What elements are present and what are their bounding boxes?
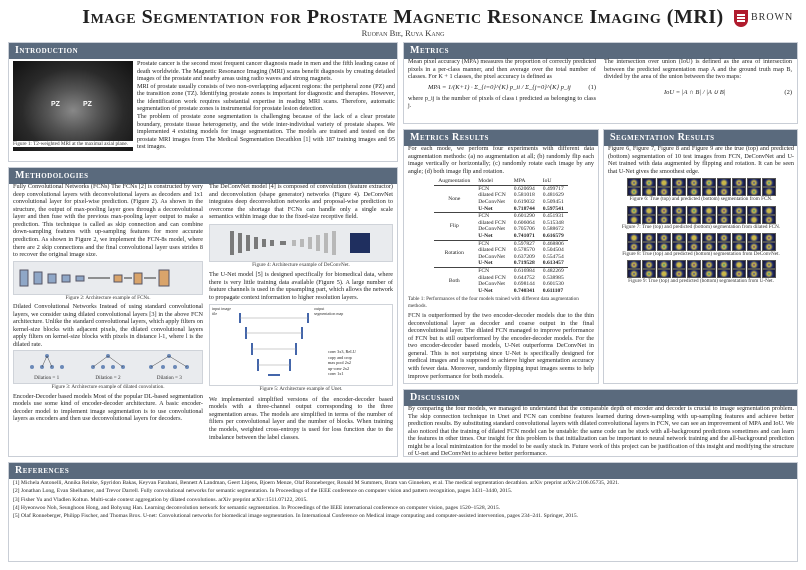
model-cell: U-Net	[478, 287, 493, 294]
shield-icon	[734, 10, 748, 27]
segmentation-thumbnail	[627, 206, 641, 215]
metric-cell: 0.597827	[510, 240, 539, 247]
model-cell: U-Net	[478, 205, 493, 212]
metric-cell: 0.499717	[542, 185, 564, 192]
segmentation-thumbnail	[642, 233, 656, 242]
segmentation-thumbnail	[657, 242, 671, 251]
model-cell: dilated FCN	[478, 274, 506, 281]
segmentation-thumbnail	[747, 215, 761, 224]
implementation-paragraph: We implemented simplified versions of the encoder-decoder based models with a three-channel output corresponding to the three segmentation areas. The models are simplified in terms of the number of filters per convolutional layer and the number of blocks. When training the models, weighted cross-entropy is used for loss function due to the imbalance between the label classes.	[209, 395, 393, 441]
segmentation-thumbnail	[732, 206, 746, 215]
segmentation-thumbnail	[762, 187, 776, 196]
metric-cell: 0.601530	[542, 281, 564, 288]
metric-cell: 0.578570	[513, 247, 535, 254]
segmentation-thumbnail	[762, 178, 776, 187]
figure-caption: Figure 8: True (top) and predicted (bottom) segmentation from DeConvNet.	[622, 250, 780, 257]
brown-logo	[734, 8, 794, 36]
reference-item: [1] Michela Antonelli, Annika Reinke, Spyridon Bakas, Keyvan Farahani, Bennett A Landman, Geert Litjens, Bjoern Menze, Olaf Ronneberger, Ronald M Summers, Bram van Ginneken, et al. The medical segmentation decathlon. arXiv preprint arXiv:2106.05735, 2021.	[13, 480, 620, 486]
legend-item: conv 1x1	[328, 371, 344, 377]
segmentation-thumbnail	[672, 187, 686, 196]
segmentation-thumbnail	[672, 233, 686, 242]
unet-input-label: input image tile	[212, 306, 231, 317]
metric-cell: 0.740341	[513, 287, 535, 294]
segmentation-thumbnail	[627, 260, 641, 269]
metric-cell: 0.616579	[542, 233, 564, 239]
segmentation-intro: Figure 6, Figure 7, Figure 8 and Figure 9 are the true (top) and predicted (bottom) segmentation of 10 test images from FCN, DeConvNet and U-Net trained with data augmented by flipping and rotation. It can be seen that U-Net gives the smoothest edge.	[608, 145, 794, 175]
segmentation-thumbnail	[702, 206, 716, 215]
intro-paragraph: The problem of prostate zone segmentation is challenging because of the lack of a clear prostate boundary, prostate tissue heterogeneity, and the wide inter-individual variety of prostate shapes. We implemented 4 existing models for image segmentation. The models are trained and tested on the prostate MRI images from The Medical Segmentation Decathlon [1] with 187 training images and 95 test images.	[137, 112, 395, 151]
metrics-results-section	[403, 129, 599, 384]
segmentation-thumbnail	[717, 206, 731, 215]
mpa-after: where p_ij is the number of pixels of class i predicted as belonging to class j.	[408, 94, 596, 110]
table-1-caption: Table 1: Performances of the four models trained with different data augmentation methods.	[408, 296, 579, 309]
segmentation-thumbnail	[672, 215, 686, 224]
figure-5-caption: Figure 5: Architecture example of Unet.	[259, 386, 343, 393]
segmentation-thumbnail	[747, 233, 761, 242]
metric-cell: 0.619032	[513, 199, 535, 206]
segmentation-thumbnail	[672, 269, 686, 278]
figure-caption: Figure 6: True (top) and predicted (bottom) segmentation from FCN.	[629, 196, 773, 203]
segmentation-thumbnail	[717, 187, 731, 196]
segmentation-thumbnail	[627, 233, 641, 242]
segmentation-thumbnail	[762, 260, 776, 269]
segmentation-thumbnail	[717, 215, 731, 224]
segmentation-thumbnail	[627, 215, 641, 224]
segmentation-thumbnail	[732, 233, 746, 242]
metric-cell: 0.515348	[542, 219, 564, 226]
metric-cell: 0.509451	[542, 199, 564, 206]
metric-cell: 0.597541	[542, 205, 564, 212]
metric-cell: 0.718744	[513, 205, 535, 212]
segmentation-thumbnail	[747, 269, 761, 278]
segmentation-thumbnail	[642, 178, 656, 187]
segmentation-thumbnail	[642, 269, 656, 278]
segmentation-thumbnail	[717, 242, 731, 251]
segmentation-thumbnail	[717, 178, 731, 187]
segmentation-thumbnail	[672, 242, 686, 251]
dilation-label: Dilation = 3	[156, 375, 182, 381]
legend-item: max pool 2x2	[328, 360, 352, 366]
model-cell: FCN	[474, 240, 510, 247]
model-cell: dilated FCN	[478, 219, 506, 226]
segmentation-thumbnail	[627, 178, 641, 187]
model-cell: U-Net	[478, 233, 493, 239]
model-cell: DeConvNet	[478, 253, 505, 260]
legend-item: conv 3x3, ReLU	[328, 349, 356, 355]
metric-cell: 0.481629	[542, 192, 564, 199]
mpa-paragraph: Mean pixel accuracy (MPA) measures the proportion of correctly predicted pixels in a per-class manner, and then average over the total number of classes. For K + 1 classes, the pixel accuracy is defined as	[408, 58, 596, 81]
section-heading: References	[9, 463, 797, 479]
dilation-label: Dilation = 1	[34, 375, 60, 381]
segmentation-thumbnail	[687, 242, 701, 251]
legend-item: copy and crop	[328, 354, 352, 360]
iou-paragraph: The intersection over union (IoU) is defined as the area of intersection between the predicted segmentation map A and the ground truth map B, divided by the area of the union between the two maps:	[604, 58, 792, 81]
dilation-panel	[149, 352, 189, 381]
figure-caption: Figure 9: True (top) and predicted (bottom) segmentation from U-Net.	[628, 278, 774, 285]
segmentation-thumbnail	[642, 242, 656, 251]
segmentation-thumbnail	[657, 215, 671, 224]
segmentation-thumbnail	[732, 260, 746, 269]
metric-cell: 0.581018	[513, 192, 535, 199]
metric-cell: 0.616984	[510, 267, 539, 274]
metric-cell: 0.606064	[513, 219, 535, 226]
section-heading: Methodologies	[9, 168, 397, 184]
figure-3-caption: Figure 3: Architecture example of dilated convolution.	[51, 384, 165, 391]
section-heading: Metrics	[404, 43, 797, 59]
results-intro: For each mode, we perform four experiments with different data augmentation methods: (a) no augmentation at all; (b) randomly flip each image vertically or horizontally; (c) randomly rotate each image by any angle; (d) both image flip and rotation.	[408, 145, 594, 175]
segmentation-thumbnail	[672, 260, 686, 269]
segmentation-thumbnail	[732, 178, 746, 187]
segmentation-thumbnail	[702, 215, 716, 224]
dilation-panel	[27, 352, 67, 381]
metric-cell: 0.538985	[542, 274, 564, 281]
segmentation-thumbnail	[762, 233, 776, 242]
metric-cell: 0.637209	[513, 253, 535, 260]
column-header: IoU	[539, 178, 568, 185]
results-analysis: FCN is outperformed by the two encoder-decoder models due to the thin deconvolutional layer as decoder and coarse output in the final deconvolutional layer. The dilated FCN managed to improve performance of FCN but is still outperformed by the encoder-decoder models. For the two encoder-decoder based models, U-Net outperforms DeConvNet in general. This is not surprising since U-Net is specifically designed for medical images and is supposed to achieve higher segmentation accuracy with fewer data. Moreover, randomly flipping input images seems to help improve performance for both models.	[408, 312, 594, 380]
equation-number: (1)	[588, 83, 596, 91]
segmentation-thumbnail	[717, 269, 731, 278]
encoder-decoder-paragraph: Encoder-Decoder based models Most of the popular DL-based segmentation models use some kind of encoder-decoder architecture. A basic encoder-decoder model to implement image segmentation is to use convolutional layers as encoders and then use deconvolutional layers for decoders.	[13, 392, 203, 423]
pz-label: PZ	[83, 101, 92, 108]
metric-cell: 0.620694	[513, 185, 535, 192]
metric-cell: 0.482269	[539, 267, 568, 274]
poster-authors: Ruofan Bie, Ruya Kang	[361, 28, 445, 38]
segmentation-thumbnail	[672, 206, 686, 215]
metrics-section	[403, 42, 798, 124]
segmentation-thumbnail	[732, 242, 746, 251]
unet-figure	[209, 304, 393, 386]
dilated-paragraph: Dilated Convolutional Networks Instead of using standard convolutional layers, we consider using dilated convolutional layers [3] in the above FCN architecture. Unlike the standard convolutional layers, which apply filters on kernel-size blocks with adjacent pixels, the dilated convolutional layers apply filters on kernel-size blocks with pixels in distance l-1, where l is the dilated rate.	[13, 302, 203, 348]
fcn-paragraph: Fully Convolutional Networks (FCNs) The FCNs [2] is constructed by very deep convolutional layers with deconvolutional layers as decoders and 1x1 convolutional layer for pixel-wise prediction. (Figure 2). As shown in the structure, the output of max-pooling layer goes through a deconvolutional layer and then fuse with the previous max-pooling layer output to make a prediction. This technique is called as skip connection and can combine down-sampling features with up-sampling features for more accurate prediction. As shown in Figure 2, we implement the FCN-8s model, where there are 2 skip connections and the final convolutional layer uses strides 8 to recover the original image size.	[13, 183, 203, 259]
methodologies-section	[8, 167, 398, 457]
segmentation-thumbnail	[732, 269, 746, 278]
metric-cell: 0.741071	[513, 233, 535, 239]
metric-cell: 0.588672	[542, 226, 564, 233]
model-cell: FCN	[474, 213, 510, 220]
figure-1-caption: Figure 1: T2-weighted MRI at the maximal axial plane.	[13, 141, 133, 147]
table-row	[434, 240, 568, 247]
segmentation-figure	[608, 178, 794, 202]
dilation-graph	[149, 352, 189, 372]
segmentation-thumbnail	[717, 260, 731, 269]
segmentation-thumbnail	[687, 215, 701, 224]
metric-cell: 0.504504	[542, 247, 564, 254]
segmentation-thumbnail	[657, 260, 671, 269]
segmentation-thumbnail	[627, 269, 641, 278]
section-heading: Metrics Results	[404, 130, 598, 146]
segmentation-thumbnail	[642, 206, 656, 215]
dilation-panel	[88, 352, 128, 381]
segmentation-thumbnail	[702, 242, 716, 251]
logo-wordmark: BROWN	[751, 12, 794, 23]
segmentation-thumbnail	[762, 215, 776, 224]
segmentation-thumbnail	[642, 187, 656, 196]
reference-item: [4] Hyeonwoo Noh, Seunghoon Hong, and Bohyung Han. Learning deconvolution network for semantic segmentation. In Proceedings of the IEEE international conference on computer vision, pages 1520–1528, 2015.	[13, 504, 501, 511]
segmentation-thumbnail	[687, 233, 701, 242]
augmentation-cell: Rotation	[434, 240, 474, 267]
segmentation-thumbnail	[702, 178, 716, 187]
deconvnet-figure	[209, 224, 393, 262]
segmentation-thumbnail	[687, 260, 701, 269]
table-row	[434, 185, 568, 192]
segmentation-thumbnail	[762, 206, 776, 215]
deconvnet-paragraph: The DeConvNet model [4] is composed of convolution (feature extractor) and deconvolution (shape generator) networks (Figure 4). DeConvNet integrates deep deconvolution networks and proposal-wise prediction to overcome the shortage that FCNs can handle only a single scale semantics within image due to the fixed-size receptive field.	[209, 183, 393, 221]
legend-item: up-conv 2x2	[328, 365, 350, 371]
column-header: MPA	[510, 178, 539, 185]
segmentation-thumbnail	[747, 178, 761, 187]
segmentation-thumbnail	[702, 187, 716, 196]
dilated-convolution-figure	[13, 350, 203, 384]
mpa-formula: MPA = 1/(K+1) · Σ_{i=0}^{K} p_ii / Σ_{j=0}^{K} p_ij	[428, 83, 571, 91]
segmentation-thumbnail	[687, 269, 701, 278]
metric-cell: 0.451931	[539, 213, 568, 220]
segmentation-thumbnail	[672, 178, 686, 187]
metric-cell: 0.468806	[539, 240, 568, 247]
metric-cell: 0.644752	[513, 274, 535, 281]
augmentation-cell: None	[448, 195, 461, 202]
model-cell: DeConvNet	[478, 199, 505, 206]
segmentation-thumbnail	[657, 233, 671, 242]
column-header: Model	[474, 178, 510, 185]
section-heading: Discussion	[404, 390, 797, 406]
iou-formula: IoU = |A ∩ B| / |A ∪ B|	[664, 88, 726, 96]
unet-output-label: output segmentation map	[314, 306, 344, 317]
deconvnet-diagram	[210, 225, 392, 261]
table-row	[434, 213, 568, 220]
dilation-graph	[88, 352, 128, 372]
dilation-label: Dilation = 2	[95, 375, 121, 381]
reference-item: [5] Olaf Ronneberger, Philipp Fischer, and Thomas Brox. U-net: Convolutional networks for biomedical image segmentation. In International Conference on Medical image computing and computer-assisted intervention, pages 234–241. Springer, 2015.	[13, 513, 579, 520]
metric-cell: 0.601290	[510, 213, 539, 220]
model-cell: FCN	[478, 185, 490, 192]
intro-paragraph: Prostate cancer is the second most frequent cancer diagnosis made in men and the fifth leading cause of death worldwide. The Magnetic Resonance Imaging (MRI) scans benefit diagnosis by creating detailed images of the prostate and nearby areas using radio waves and strong magnets.	[137, 60, 395, 83]
augmentation-cell: Flip	[434, 213, 474, 240]
model-cell: DeConvNet	[478, 226, 505, 233]
mri-image	[13, 61, 133, 151]
metric-cell: 0.698144	[513, 281, 535, 288]
metric-cell: 0.705706	[513, 226, 535, 233]
references-section	[8, 462, 798, 562]
metric-cell: 0.719528	[513, 260, 535, 267]
segmentation-thumbnail	[687, 187, 701, 196]
discussion-text: By comparing the four models, we managed to understand that the comparable depth of encoder and decoder is crucial to image segmentation problem. The skip connection technique in Unet and FCN can combine features learned during down-sampling with up-sampling features and achieve better prediction results. By substituting standard convolutional layers with dilated convolutional layers in FCN, we can see an improvement of MPA and IoU. We also noticed that the training of dilated FCN model can be unstable: the same code can be stuck with all-background predictions sometimes and can learn the features in other times. Our insight for this problem is that initialization can be important to neural network training and the all-background prediction might be a local minimization for the model to be easily stuck in. Future work of this project can be justification of this insight and modifying the structure of U-net and DeConvNet to achieve better performance.	[408, 405, 794, 458]
segmentation-thumbnail	[642, 260, 656, 269]
figure-caption: Figure 7: True (top) and predicted (bottom) segmentation from dilated FCN.	[621, 223, 781, 230]
segmentation-thumbnail	[687, 206, 701, 215]
dilation-graph	[27, 352, 67, 372]
model-cell: FCN	[474, 267, 510, 274]
equation-number: (2)	[784, 88, 792, 96]
segmentation-figure	[608, 260, 794, 284]
metric-cell: 0.611107	[542, 287, 564, 294]
segmentation-thumbnail	[657, 269, 671, 278]
model-cell: dilated FCN	[478, 247, 506, 254]
figure-2-caption: Figure 2: Architecture example of FCNs.	[65, 294, 151, 301]
augmentation-cell: Both	[434, 267, 474, 294]
model-cell: DeConvNet	[478, 281, 505, 288]
reference-item: [2] Jonathan Long, Evan Shelhamer, and Trevor Darrell. Fully convolutional networks for semantic segmentation. In Proceedings of the IEEE conference on computer vision and pattern recognition, pages 3431–3440, 2015.	[13, 488, 513, 495]
segmentation-thumbnail	[627, 187, 641, 196]
model-cell: U-Net	[478, 260, 493, 267]
section-heading: Segmentation Results	[604, 130, 797, 146]
segmentation-thumbnail	[732, 215, 746, 224]
segmentation-thumbnail	[762, 242, 776, 251]
poster-title: Image Segmentation for Prostate Magnetic Resonance Imaging (MRI)	[82, 6, 724, 28]
fcn-diagram	[14, 262, 202, 294]
segmentation-thumbnail	[747, 260, 761, 269]
segmentation-thumbnail	[657, 206, 671, 215]
pz-label: PZ	[51, 101, 60, 108]
segmentation-figure	[608, 233, 794, 257]
segmentation-results-section	[603, 129, 798, 384]
segmentation-thumbnail	[762, 269, 776, 278]
unet-legend	[328, 349, 356, 376]
segmentation-thumbnail	[732, 187, 746, 196]
fcn-architecture-figure	[13, 261, 203, 295]
segmentation-thumbnail	[702, 269, 716, 278]
segmentation-thumbnail	[642, 215, 656, 224]
metric-cell: 0.554754	[542, 253, 564, 260]
segmentation-thumbnail	[687, 178, 701, 187]
metric-cell: 0.613457	[542, 260, 564, 267]
segmentation-thumbnail	[747, 187, 761, 196]
unet-diagram	[210, 305, 392, 385]
model-cell: dilated FCN	[478, 192, 506, 199]
unet-paragraph: The U-Net model [5] is designed specifically for biomedical data, where there is very little training data available (Figure 5). A large number of feature channels is used in the upsampling part, which allows the network to propagate context information to higher resolution layers.	[209, 271, 393, 301]
segmentation-thumbnail	[717, 233, 731, 242]
segmentation-thumbnail	[702, 260, 716, 269]
table-row	[434, 267, 568, 274]
segmentation-thumbnail	[627, 242, 641, 251]
segmentation-thumbnail	[747, 206, 761, 215]
segmentation-figure	[608, 206, 794, 230]
segmentation-thumbnail	[657, 178, 671, 187]
intro-paragraph: MRI of prostate usually consists of two non-overlapping adjacent regions: the peripheral zone (PZ) and the transition zone (TZ). Identifying prostate zones is important for diagnostic and therapies. However, the identification work requires substantial expertise in reading MRI scans. Therefore, automatic segmentation of prostate zones is instrumental for prostate lesion detection.	[137, 82, 395, 113]
segmentation-thumbnail	[657, 187, 671, 196]
segmentation-thumbnail	[702, 233, 716, 242]
introduction-section	[8, 42, 398, 162]
segmentation-thumbnail	[747, 242, 761, 251]
discussion-section	[403, 389, 798, 457]
reference-item: [3] Fisher Yu and Vladlen Koltun. Multi-scale context aggregation by dilated convolutions. arXiv preprint arXiv:1511.07122, 2015.	[13, 496, 308, 503]
results-table	[434, 178, 568, 294]
section-heading: Introduction	[9, 43, 397, 59]
figure-4-caption: Figure 4: Architecture example of DeConvNet.	[252, 261, 350, 268]
column-header: Augmentation	[434, 178, 474, 185]
